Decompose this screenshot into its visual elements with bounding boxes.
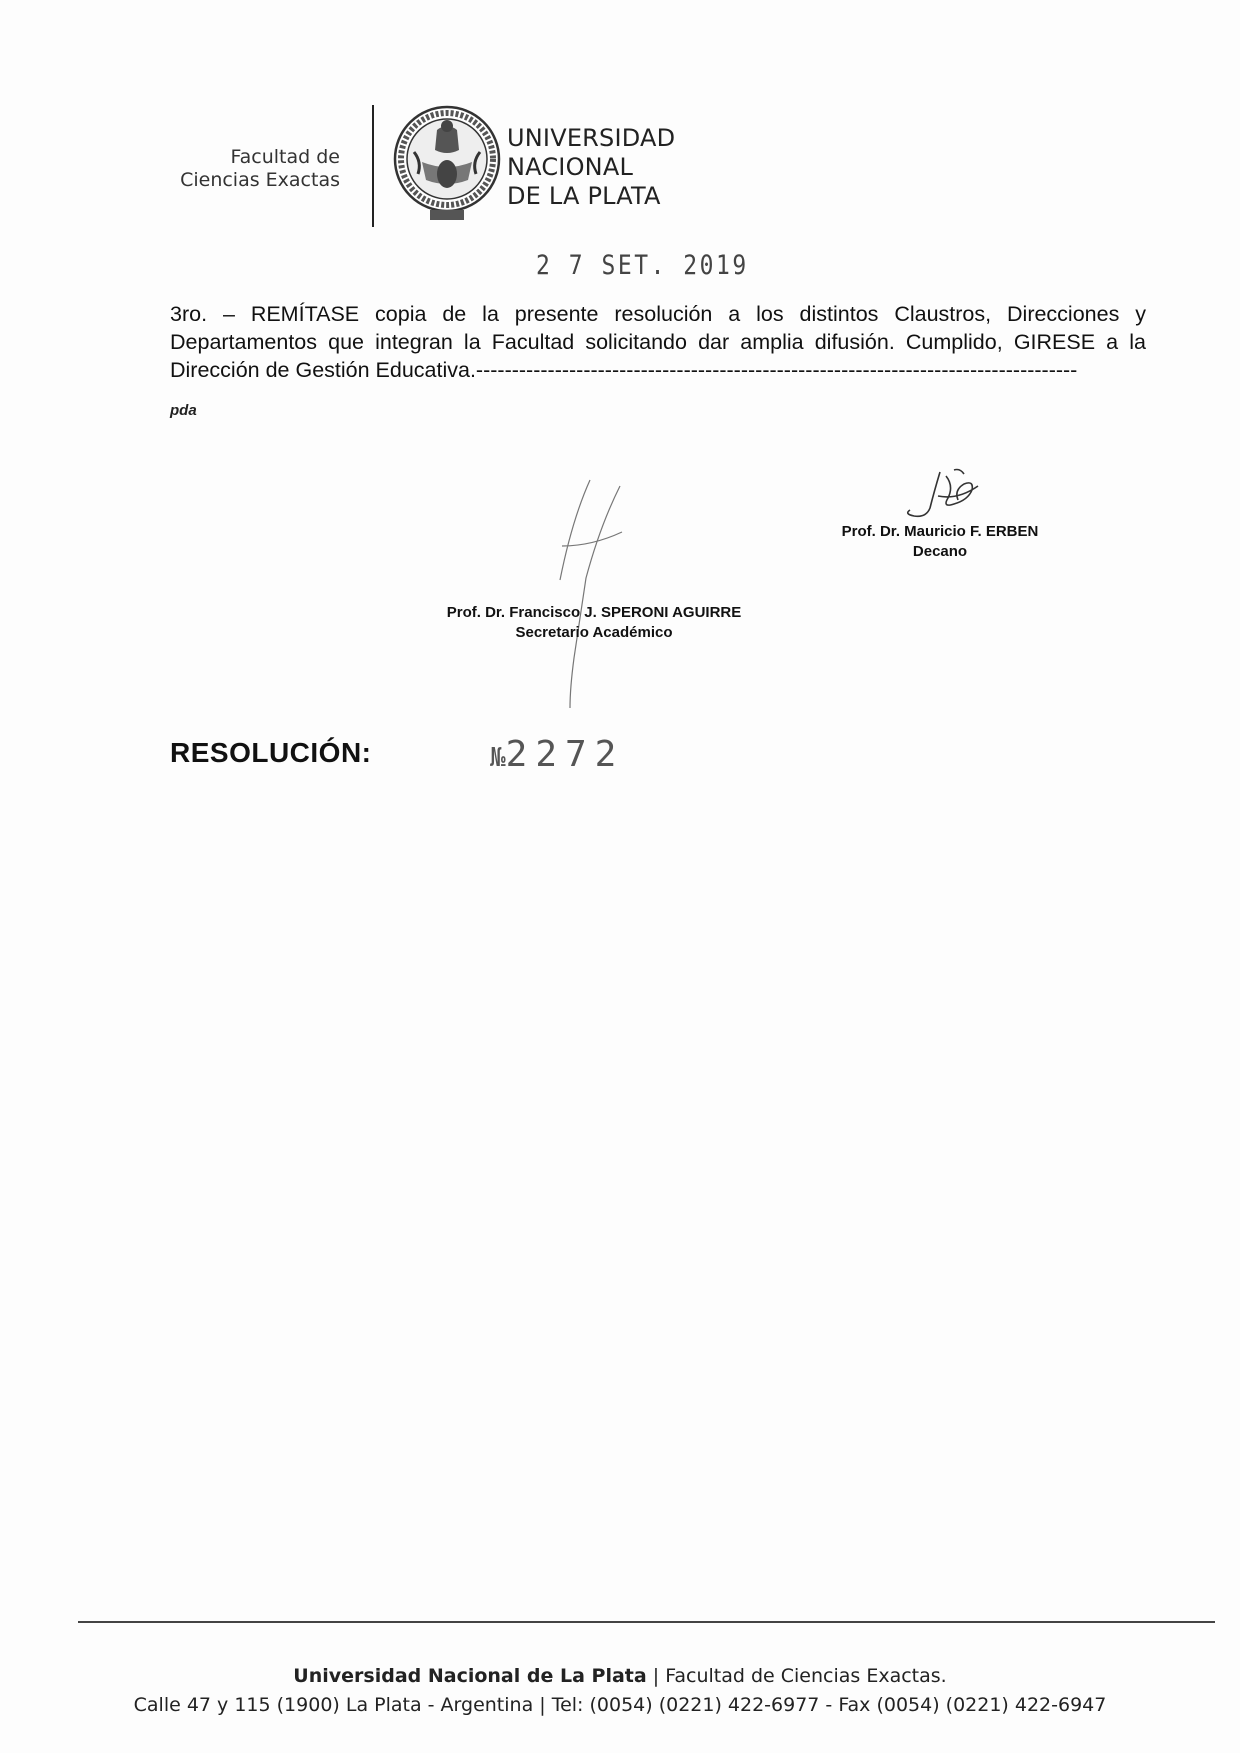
dean-name: Prof. Dr. Mauricio F. ERBEN [841, 523, 1039, 540]
secretary-signature [520, 476, 660, 716]
secretary-title: Secretario Académico [515, 624, 673, 641]
resolution-number: 2272 [505, 734, 625, 775]
number-sign: № [490, 743, 506, 773]
footer-line-1 [0, 1665, 1240, 1687]
university-line-3: DE LA PLATA [507, 182, 661, 210]
university-seal-logo [392, 102, 502, 228]
faculty-line-1: Facultad de [230, 146, 340, 168]
faculty-name [180, 146, 340, 192]
university-name [507, 124, 675, 211]
header-divider [372, 105, 374, 227]
typist-initials: pda [170, 402, 197, 419]
resolution-number-stamp [490, 734, 624, 775]
dean-signature-block [800, 522, 1080, 562]
footer-faculty: Facultad de Ciencias Exactas. [665, 1665, 947, 1687]
dean-signature [898, 466, 998, 530]
footer-contact: Calle 47 y 115 (1900) La Plata - Argentina | Tel: (0054) (0221) 422-6977 - Fax (0054) (0221) 422-6947 [133, 1694, 1107, 1716]
date-stamp: 2 7 SET. 2019 [536, 250, 749, 281]
resolution-article-text: 3ro. – REMÍTASE copia de la presente resolución a los distintos Claustros, Direcciones y Departamentos que integran la Facultad solicitando dar amplia difusión. Cumplido, GIRESE a la Dirección de Gestión Educativa.------------------------------------------------------------------------------------ [170, 302, 1146, 382]
footer-divider [78, 1621, 1215, 1623]
secretary-name: Prof. Dr. Francisco J. SPERONI AGUIRRE [446, 604, 742, 621]
dean-title: Decano [912, 543, 968, 560]
resolution-label: RESOLUCIÓN: [170, 737, 372, 768]
footer-university: Universidad Nacional de La Plata [293, 1665, 647, 1687]
faculty-line-2: Ciencias Exactas [180, 169, 340, 191]
secretary-signature-block [420, 603, 768, 643]
footer-separator: | [652, 1665, 660, 1687]
university-line-2: NACIONAL [507, 153, 634, 181]
university-line-1: UNIVERSIDAD [507, 124, 676, 152]
